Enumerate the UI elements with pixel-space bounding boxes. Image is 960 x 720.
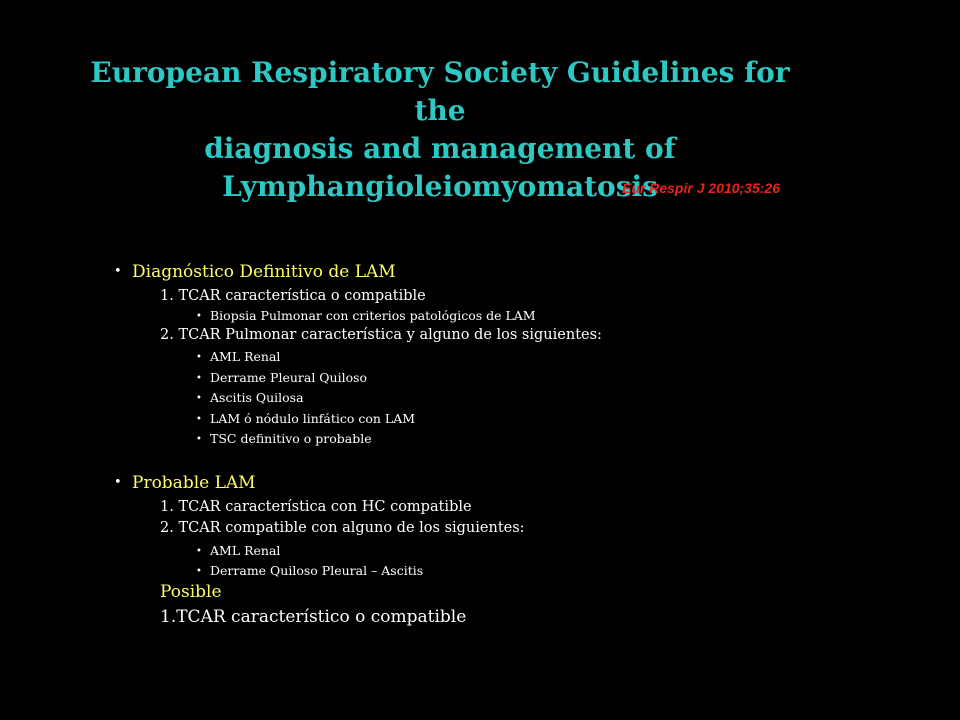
list-item: • AML Renal (196, 543, 281, 558)
probable-heading: Probable LAM (132, 473, 256, 493)
list-item: • TSC definitivo o probable (196, 431, 372, 446)
probable-heading-row (114, 473, 256, 493)
bullet-dot-icon: • (196, 352, 202, 363)
title-line-2: diagnosis and management of (204, 132, 676, 165)
bullet-dot-icon: • (114, 264, 122, 279)
title-line-3: Lymphangioleiomyomatosis (222, 170, 658, 203)
definite-heading-row (114, 262, 396, 282)
title-line-1: European Respiratory Society Guidelines for the (90, 56, 790, 127)
definite-item-1: 1. TCAR característica o compatible (160, 288, 426, 304)
bullet-dot-icon: • (196, 546, 202, 557)
citation: Eur Respir J 2010;35:26 (622, 180, 780, 196)
definite-item-2: 2. TCAR Pulmonar característica y alguno de los siguientes: (160, 327, 602, 343)
definite-heading: Diagnóstico Definitivo de LAM (132, 262, 396, 282)
list-item: • Ascitis Quilosa (196, 390, 304, 405)
bullet-dot-icon: • (196, 393, 202, 404)
probable-item-1: 1. TCAR característica con HC compatible (160, 499, 472, 515)
bullet-dot-icon: • (196, 434, 202, 445)
list-item: • Derrame Quiloso Pleural – Ascitis (196, 563, 424, 578)
bullet-dot-icon: • (196, 414, 202, 425)
probable-item-2: 2. TCAR compatible con alguno de los siguientes: (160, 520, 525, 536)
bullet-dot-icon: • (114, 475, 122, 490)
bullet-dot-icon: • (196, 373, 202, 384)
possible-heading: Posible (160, 582, 222, 602)
bullet-dot-icon: • (196, 566, 202, 577)
list-item: • AML Renal (196, 349, 281, 364)
list-item: • Derrame Pleural Quiloso (196, 370, 368, 385)
bullet-dot-icon: • (196, 311, 202, 322)
possible-item-1: 1.TCAR característico o compatible (160, 607, 467, 627)
list-item: • Biopsia Pulmonar con criterios patológicos de LAM (196, 308, 536, 323)
list-item: • LAM ó nódulo linfático con LAM (196, 411, 416, 426)
